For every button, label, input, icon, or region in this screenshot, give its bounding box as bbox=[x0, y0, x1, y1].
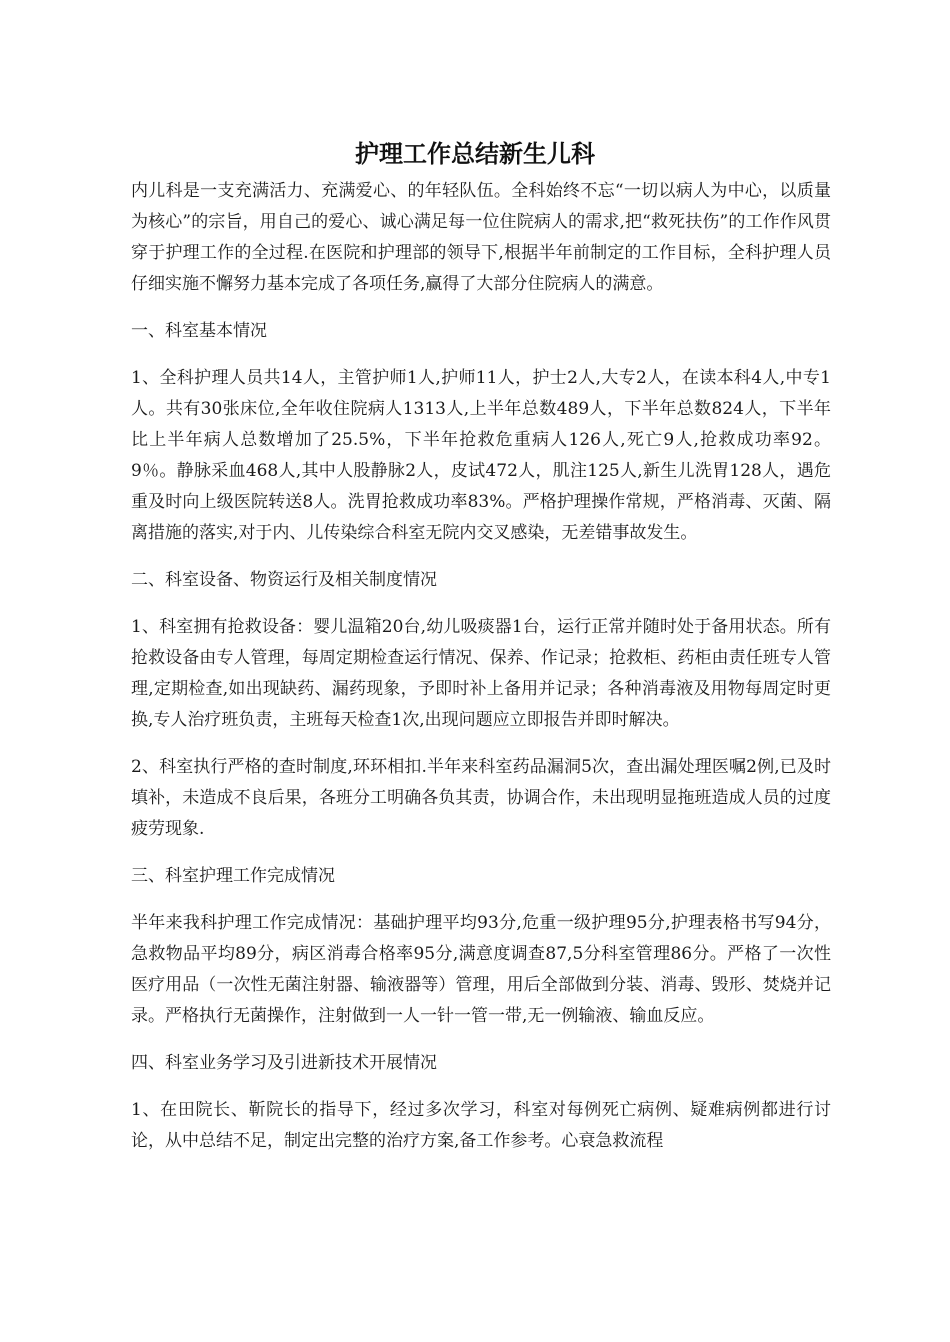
paragraph-nursing-scores: 半年来我科护理工作完成情况：基础护理平均93分,危重一级护理95分,护理表格书写94分，急救物品平均89分，病区消毒合格率95分,满意度调查87,5分科室管理86分。严格了一次性医疗用品（一次性无菌注射器、输液器等）管理，用后全部做到分装、消毒、毁形、焚烧并记录。严格执行无菌操作，注射做到一人一针一管一带,无一例输液、输血反应。 bbox=[131, 913, 831, 1026]
intro-paragraph: 内儿科是一支充满活力、充满爱心、的年轻队伍。全科始终不忘“一切以病人为中心，以质量为核心”的宗旨，用自己的爱心、诚心满足每一位住院病人的需求,把“救死扶伤”的工作作风贯穿于护理工作的全过程.在医院和护理部的领导下,根据半年前制定的工作目标，全科护理人员仔细实施不懈努力基本完成了各项任务,赢得了大部分住院病人的满意。 bbox=[131, 181, 831, 294]
paragraph-equipment: 1、科室拥有抢救设备：婴儿温箱20台,幼儿吸痰器1台，运行正常并随时处于备用状态。所有抢救设备由专人管理，每周定期检查运行情况、保养、作记录；抢救柜、药柜由责任班专人管理,定期检查,如出现缺药、漏药现象，予即时补上备用并记录；各种消毒液及用物每周定时更换,专人治疗班负责，主班每天检查1次,出现问题应立即报告并即时解决。 bbox=[131, 617, 831, 730]
section-heading-basic-info: 一、科室基本情况 bbox=[131, 321, 267, 341]
section-heading-nursing-work: 三、科室护理工作完成情况 bbox=[131, 866, 335, 886]
section-heading-equipment: 二、科室设备、物资运行及相关制度情况 bbox=[131, 570, 437, 590]
document-title: 护理工作总结新生儿科 bbox=[355, 140, 595, 168]
section-heading-study: 四、科室业务学习及引进新技术开展情况 bbox=[131, 1053, 437, 1073]
paragraph-check-system: 2、科室执行严格的查时制度,环环相扣.半年来科室药品漏洞5次，查出漏处理医嘱2例,已及时填补，未造成不良后果，各班分工明确各负其责，协调合作，未出现明显拖班造成人员的过度疲劳现象. bbox=[131, 757, 831, 839]
paragraph-study: 1、在田院长、靳院长的指导下，经过多次学习，科室对每例死亡病例、疑难病例都进行讨论，从中总结不足，制定出完整的治疗方案,备工作参考。心衰急救流程 bbox=[131, 1100, 831, 1151]
document-body bbox=[131, 176, 831, 1173]
paragraph-staff-statistics: 1、全科护理人员共14人，主管护师1人,护师11人，护士2人,大专2人，在读本科4人,中专1人。共有30张床位,全年收住院病人1313人,上半年总数489人，下半年总数824人，下半年比上半年病人总数增加了25.5%，下半年抢救危重病人126人,死亡9人,抢救成功率92。9％。静脉采血468人,其中人股静脉2人，皮试472人，肌注125人,新生儿洗胃128人，遇危重及时向上级医院转送8人。洗胃抢救成功率83%。严格护理操作常规，严格消毒、灭菌、隔离措施的落实,对于内、儿传染综合科室无院内交叉感染，无差错事故发生。 bbox=[131, 368, 831, 543]
